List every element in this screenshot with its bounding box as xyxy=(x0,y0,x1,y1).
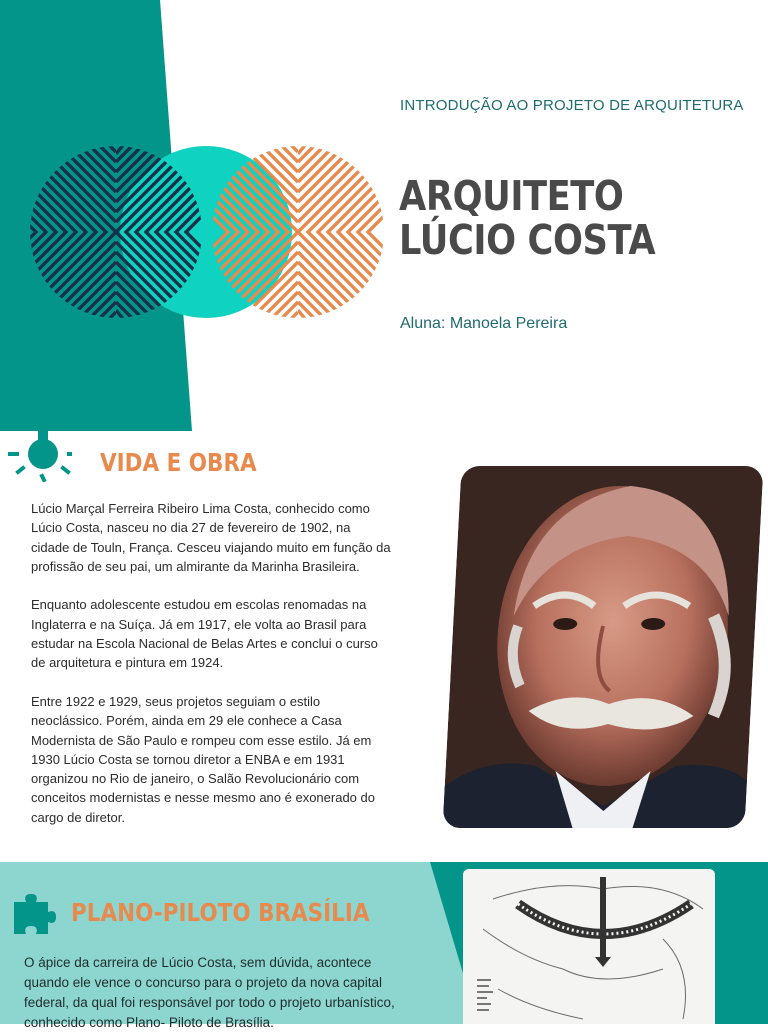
section-title-vida-e-obra: VIDA E OBRA xyxy=(100,448,257,477)
title-line-2: LÚCIO COSTA xyxy=(399,216,656,264)
city-plan-sketch xyxy=(463,869,715,1024)
paragraph-3: Entre 1922 e 1929, seus projetos seguiam o estilo neoclássico. Porém, ainda em 29 ele conhece a Casa Modernista de São Paulo e rompeu com esse estilo. Já em 1930 Lúcio Costa se tornou diretor a ENBA e em 1931 organizou no Rio de janeiro, o Salão Revolucionário com conceitos modernistas e nesse mesmo ano é exonerado do cargo de diretor. xyxy=(31,693,375,825)
puzzle-icon xyxy=(10,890,56,936)
page-title xyxy=(399,174,655,262)
paragraph-2: Enquanto adolescente estudou em escolas renomadas na Inglaterra e na Suíça. Já em 1917, ele volta ao Brasil para estudar na Escola Nacional de Belas Artes e conclui o curso de arquitetura e pintura em 1924. xyxy=(31,597,378,671)
portrait-photo xyxy=(443,466,764,828)
student-name: Aluna: Manoela Pereira xyxy=(400,315,568,332)
paragraph-1: Lúcio Marçal Ferreira Ribeiro Lima Costa, conhecido como Lúcio Costa, nasceu no dia 27 de fevereiro de 1902, na cidade de Touln, França. Cesceu viajando muito em função da profissão de seu pai, um almirante da Marinha Brasileira. xyxy=(31,501,391,574)
course-label: INTRODUÇÃO AO PROJETO DE ARQUITETURA xyxy=(400,97,744,114)
overlapping-circles-graphic xyxy=(28,144,388,320)
section-title-plano-piloto: PLANO-PILOTO BRASÍLIA xyxy=(71,898,370,927)
title-line-1: ARQUITETO xyxy=(399,172,624,220)
section1-body xyxy=(31,499,391,846)
lightbulb-icon xyxy=(8,430,72,482)
section2-body: O ápice da carreira de Lúcio Costa, sem dúvida, acontece quando ele vence o concurso para o projeto da nova capital federal, da qual foi responsável por todo o projeto urbanístico, conhecido como Plano- Piloto de Brasília. xyxy=(24,955,395,1030)
